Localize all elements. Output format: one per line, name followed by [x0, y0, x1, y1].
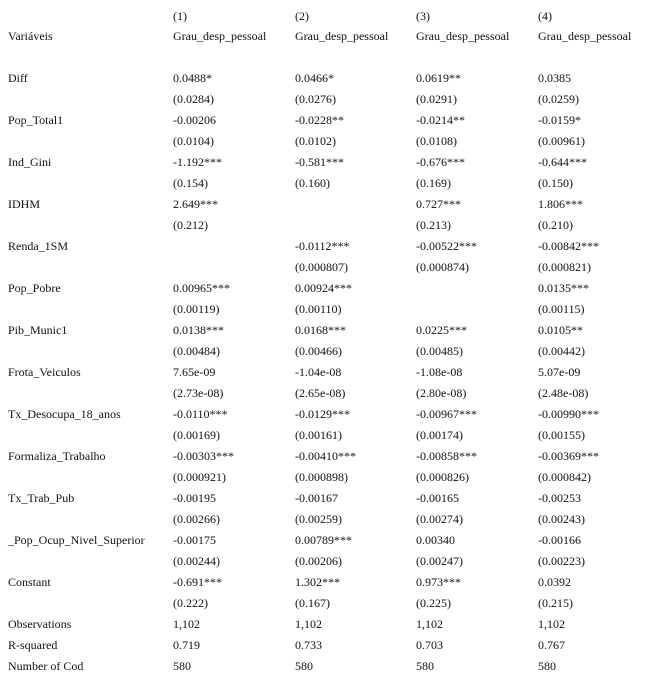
coefficient-cell: 0.00924***: [295, 281, 352, 295]
coefficient-row: [0, 404, 658, 425]
coefficient-row: [0, 320, 658, 341]
standard-error-cell: (0.000826): [416, 470, 469, 484]
standard-error-cell: (0.0259): [538, 92, 579, 106]
standard-error-cell: (0.213): [416, 218, 451, 232]
dependent-variable: Grau_desp_pessoal: [295, 29, 389, 43]
column-number: (3): [416, 9, 430, 23]
column-number: (1): [173, 9, 187, 23]
standard-error-cell: (0.169): [416, 176, 451, 190]
coefficient-cell: -0.691***: [173, 575, 222, 589]
standard-error-cell: (0.0104): [173, 134, 214, 148]
variable-name: Renda_1SM: [8, 239, 68, 253]
standard-error-row: [0, 509, 658, 530]
standard-error-row: [0, 89, 658, 110]
coefficient-row: [0, 530, 658, 551]
column-number: (2): [295, 9, 309, 23]
standard-error-row: [0, 425, 658, 446]
coefficient-cell: -0.0129***: [295, 407, 350, 421]
coefficient-cell: -1.192***: [173, 155, 222, 169]
variable-name: Ind_Gini: [8, 155, 52, 169]
coefficient-cell: -0.00206: [173, 113, 216, 127]
standard-error-cell: (0.160): [295, 176, 330, 190]
coefficient-cell: -1.04e-08: [295, 365, 342, 379]
coefficient-cell: -0.676***: [416, 155, 465, 169]
statistic-value: 1,102: [295, 617, 322, 631]
coefficient-cell: -0.00967***: [416, 407, 477, 421]
standard-error-cell: (0.00119): [173, 302, 220, 316]
coefficient-cell: -0.00522***: [416, 239, 477, 253]
coefficient-cell: -0.0112***: [295, 239, 350, 253]
coefficient-cell: -0.00253: [538, 491, 581, 505]
standard-error-cell: (0.000821): [538, 260, 591, 274]
standard-error-cell: (0.00247): [416, 554, 463, 568]
coefficient-cell: 0.973***: [416, 575, 461, 589]
coefficient-cell: 0.727***: [416, 197, 461, 211]
dependent-variable: Grau_desp_pessoal: [173, 29, 267, 43]
coefficient-cell: 1.806***: [538, 197, 583, 211]
standard-error-row: [0, 173, 658, 194]
standard-error-cell: (0.222): [173, 596, 208, 610]
standard-error-cell: (0.0102): [295, 134, 336, 148]
coefficient-cell: -0.00195: [173, 491, 216, 505]
standard-error-cell: (0.00442): [538, 344, 585, 358]
standard-error-cell: (0.00466): [295, 344, 342, 358]
standard-error-cell: (0.00961): [538, 134, 585, 148]
variable-name: Formaliza_Trabalho: [8, 449, 106, 463]
variable-name: Frota_Veiculos: [8, 365, 81, 379]
coefficient-cell: 0.0385: [538, 71, 571, 85]
coefficient-row: [0, 572, 658, 593]
coefficient-cell: -0.00166: [538, 533, 581, 547]
statistic-value: 580: [416, 659, 434, 673]
coefficient-cell: 0.0168***: [295, 323, 346, 337]
coefficient-cell: -0.644***: [538, 155, 587, 169]
standard-error-cell: (0.150): [538, 176, 573, 190]
dependent-variable: Grau_desp_pessoal: [416, 29, 510, 43]
statistic-value: 580: [173, 659, 191, 673]
coefficient-cell: 0.0392: [538, 575, 571, 589]
coefficient-cell: -0.00303***: [173, 449, 234, 463]
coefficient-cell: -0.00167: [295, 491, 338, 505]
statistic-name: Number of Cod: [8, 659, 84, 673]
variable-name: Constant: [8, 575, 51, 589]
statistic-row: [0, 635, 658, 656]
variable-name: _Pop_Ocup_Nivel_Superior: [8, 533, 145, 547]
standard-error-row: [0, 383, 658, 404]
coefficient-cell: -0.00175: [173, 533, 216, 547]
statistic-value: 0.733: [295, 638, 322, 652]
coefficient-cell: 0.0619**: [416, 71, 461, 85]
standard-error-row: [0, 215, 658, 236]
standard-error-cell: (0.00243): [538, 512, 585, 526]
standard-error-cell: (0.00169): [173, 428, 220, 442]
coefficient-cell: -1.08e-08: [416, 365, 463, 379]
coefficient-cell: -0.0214**: [416, 113, 465, 127]
coefficient-cell: 0.0105**: [538, 323, 583, 337]
standard-error-cell: (0.00274): [416, 512, 463, 526]
standard-error-cell: (0.210): [538, 218, 573, 232]
coefficient-cell: 0.0135***: [538, 281, 589, 295]
coefficient-cell: -0.581***: [295, 155, 344, 169]
variable-name: Pop_Pobre: [8, 281, 61, 295]
coefficient-cell: -0.00369***: [538, 449, 599, 463]
column-number: (4): [538, 9, 552, 23]
statistic-value: 580: [295, 659, 313, 673]
coefficient-cell: 0.00789***: [295, 533, 352, 547]
coefficient-row: [0, 194, 658, 215]
coefficient-cell: 1.302***: [295, 575, 340, 589]
statistic-value: 1,102: [538, 617, 565, 631]
variable-name: Diff: [8, 71, 28, 85]
dependent-variable: Grau_desp_pessoal: [538, 29, 632, 43]
standard-error-row: [0, 467, 658, 488]
statistic-row: [0, 614, 658, 635]
column-numbers-row: [0, 6, 658, 27]
coefficient-cell: -0.00842***: [538, 239, 599, 253]
standard-error-cell: (0.00161): [295, 428, 342, 442]
standard-error-cell: (0.00484): [173, 344, 220, 358]
standard-error-cell: (0.000921): [173, 470, 226, 484]
standard-error-cell: (0.000807): [295, 260, 348, 274]
standard-error-row: [0, 257, 658, 278]
coefficient-cell: -0.00858***: [416, 449, 477, 463]
variable-name: Tx_Trab_Pub: [8, 491, 75, 505]
coefficient-cell: 0.0138***: [173, 323, 224, 337]
standard-error-cell: (2.48e-08): [538, 386, 589, 400]
coefficient-cell: 0.00340: [416, 533, 455, 547]
dependent-variable-row: [0, 26, 658, 47]
standard-error-cell: (2.73e-08): [173, 386, 224, 400]
standard-error-cell: (0.225): [416, 596, 451, 610]
coefficient-row: [0, 68, 658, 89]
coefficient-cell: 0.0225***: [416, 323, 467, 337]
standard-error-row: [0, 341, 658, 362]
standard-error-cell: (0.212): [173, 218, 208, 232]
standard-error-cell: (0.0276): [295, 92, 336, 106]
standard-error-cell: (2.65e-08): [295, 386, 346, 400]
coefficient-cell: 0.00965***: [173, 281, 230, 295]
statistic-value: 1,102: [173, 617, 200, 631]
statistic-value: 580: [538, 659, 556, 673]
coefficient-cell: 7.65e-09: [173, 365, 216, 379]
statistic-name: Observations: [8, 617, 72, 631]
statistic-value: 0.703: [416, 638, 443, 652]
standard-error-row: [0, 593, 658, 614]
coefficient-row: [0, 362, 658, 383]
standard-error-cell: (2.80e-08): [416, 386, 467, 400]
standard-error-cell: (0.154): [173, 176, 208, 190]
standard-error-cell: (0.000874): [416, 260, 469, 274]
coefficient-cell: -0.00990***: [538, 407, 599, 421]
coefficient-cell: 0.0488*: [173, 71, 212, 85]
standard-error-cell: (0.00223): [538, 554, 585, 568]
coefficient-cell: -0.0228**: [295, 113, 344, 127]
standard-error-cell: (0.000842): [538, 470, 591, 484]
statistic-value: 0.767: [538, 638, 565, 652]
variable-name: Pib_Munic1: [8, 323, 68, 337]
coefficient-row: [0, 488, 658, 509]
coefficient-row: [0, 236, 658, 257]
standard-error-cell: (0.00174): [416, 428, 463, 442]
coefficient-row: [0, 446, 658, 467]
standard-error-cell: (0.00244): [173, 554, 220, 568]
standard-error-cell: (0.000898): [295, 470, 348, 484]
statistic-row: [0, 656, 658, 677]
coefficient-cell: -0.00165: [416, 491, 459, 505]
variable-name: Tx_Desocupa_18_anos: [8, 407, 121, 421]
coefficient-row: [0, 110, 658, 131]
standard-error-row: [0, 551, 658, 572]
standard-error-cell: (0.0284): [173, 92, 214, 106]
standard-error-cell: (0.00206): [295, 554, 342, 568]
standard-error-cell: (0.215): [538, 596, 573, 610]
variable-name: IDHM: [8, 197, 40, 211]
standard-error-cell: (0.00266): [173, 512, 220, 526]
standard-error-cell: (0.0108): [416, 134, 457, 148]
variable-name: Pop_Total1: [8, 113, 64, 127]
standard-error-row: [0, 131, 658, 152]
standard-error-cell: (0.00155): [538, 428, 585, 442]
standard-error-cell: (0.00115): [538, 302, 585, 316]
coefficient-cell: -0.0110***: [173, 407, 228, 421]
standard-error-cell: (0.00259): [295, 512, 342, 526]
standard-error-row: [0, 299, 658, 320]
coefficient-cell: 5.07e-09: [538, 365, 581, 379]
coefficient-cell: 2.649***: [173, 197, 218, 211]
coefficient-row: [0, 278, 658, 299]
coefficient-cell: -0.00410***: [295, 449, 356, 463]
statistic-value: 1,102: [416, 617, 443, 631]
standard-error-cell: (0.167): [295, 596, 330, 610]
variables-label: Variáveis: [8, 29, 53, 43]
standard-error-cell: (0.00485): [416, 344, 463, 358]
standard-error-cell: (0.00110): [295, 302, 342, 316]
standard-error-cell: (0.0291): [416, 92, 457, 106]
coefficient-cell: -0.0159*: [538, 113, 581, 127]
coefficient-row: [0, 152, 658, 173]
statistic-name: R-squared: [8, 638, 58, 652]
statistic-value: 0.719: [173, 638, 200, 652]
coefficient-cell: 0.0466*: [295, 71, 334, 85]
